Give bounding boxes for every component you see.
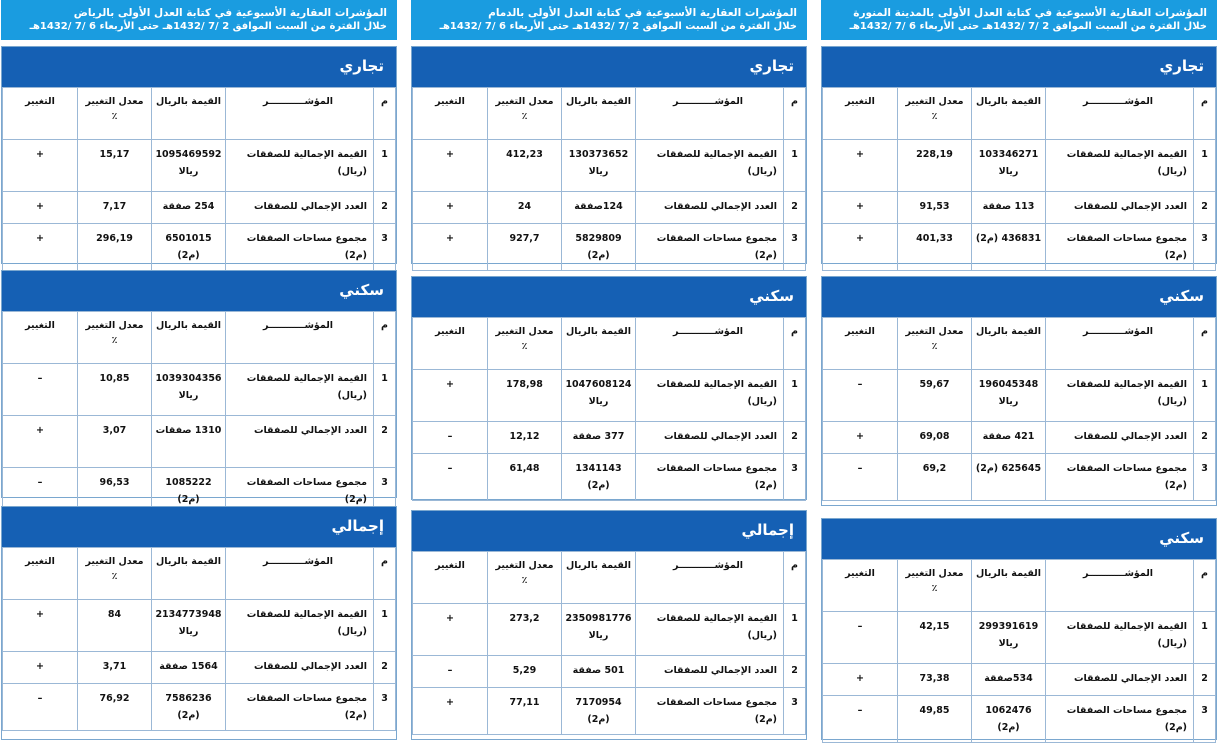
- rate-cell: 73,38: [898, 664, 972, 696]
- col-change: التغيير: [3, 88, 78, 140]
- col-rate: معدل التغيير ٪: [898, 318, 972, 370]
- rate-cell: 5,29: [488, 656, 562, 688]
- change-cell: –: [823, 454, 898, 501]
- row-number: 2: [374, 652, 396, 684]
- value-cell: 299391619 ريالا: [972, 612, 1046, 664]
- col-change: التغيير: [823, 560, 898, 612]
- riyadh-title: المؤشرات العقارية الأسبوعية في كتابة العدل الأولى بالرياض: [73, 7, 387, 19]
- change-cell: +: [3, 224, 78, 271]
- value-cell: 7170954 (م2): [562, 688, 636, 735]
- col-rate: معدل التغيير ٪: [898, 560, 972, 612]
- rate-cell: 12,12: [488, 422, 562, 454]
- value-cell: 1047608124 ريالا: [562, 370, 636, 422]
- col-m: م: [784, 552, 806, 604]
- value-cell: 130373652 ريالا: [562, 140, 636, 192]
- row-number: 1: [1194, 370, 1216, 422]
- change-cell: +: [413, 370, 488, 422]
- col-indicator: المؤشـــــــــــر: [1046, 560, 1194, 612]
- col-rate: معدل التغيير ٪: [78, 312, 152, 364]
- col-indicator: المؤشـــــــــــر: [226, 88, 374, 140]
- section-title: سكني: [822, 277, 1216, 317]
- value-cell: 377 صفقة: [562, 422, 636, 454]
- col-change: التغيير: [413, 552, 488, 604]
- rate-cell: 59,67: [898, 370, 972, 422]
- rate-cell: 7,17: [78, 192, 152, 224]
- col-change: التغيير: [3, 548, 78, 600]
- row-number: 3: [784, 688, 806, 735]
- col-rate: معدل التغيير ٪: [488, 88, 562, 140]
- indicator-table: [2, 311, 396, 515]
- row-number: 2: [784, 192, 806, 224]
- col-value: القيمة بالريال: [972, 318, 1046, 370]
- indicator-table: [2, 547, 396, 731]
- indicator-table: [412, 551, 806, 735]
- col-m: م: [374, 312, 396, 364]
- rate-cell: 228,19: [898, 140, 972, 192]
- value-cell: 113 صفقة: [972, 192, 1046, 224]
- row-number: 1: [374, 140, 396, 192]
- rate-cell: 3,71: [78, 652, 152, 684]
- change-cell: –: [3, 468, 78, 515]
- rate-cell: 69,08: [898, 422, 972, 454]
- indicator-label: العدد الإجمالي للصفقات: [226, 416, 374, 468]
- indicator-label: مجموع مساحات الصفقات (م2): [226, 468, 374, 515]
- dammam-period: خلال الفترة من السبت الموافق 2 /7 /1432هـ حتى الأربعاء 6 /7 /1432هـ: [439, 21, 797, 32]
- row-number: 3: [374, 684, 396, 731]
- indicator-label: القيمة الإجمالية للصفقات (ريال): [226, 600, 374, 652]
- indicator-label: مجموع مساحات الصفقات (م2): [636, 454, 784, 501]
- row-number: 1: [784, 604, 806, 656]
- col-value: القيمة بالريال: [152, 88, 226, 140]
- row-number: 2: [784, 656, 806, 688]
- change-cell: +: [413, 224, 488, 271]
- change-cell: +: [823, 224, 898, 271]
- section-title: سكني: [822, 519, 1216, 559]
- row-number: 1: [374, 600, 396, 652]
- indicator-label: القيمة الإجمالية للصفقات (ريال): [636, 140, 784, 192]
- indicator-label: القيمة الإجمالية للصفقات (ريال): [226, 140, 374, 192]
- change-cell: +: [3, 192, 78, 224]
- change-cell: –: [823, 696, 898, 743]
- indicator-label: العدد الإجمالي للصفقات: [226, 192, 374, 224]
- col-value: القيمة بالريال: [972, 560, 1046, 612]
- dammam-title: المؤشرات العقارية الأسبوعية في كتابة العدل الأولى بالدمام: [488, 7, 797, 19]
- value-cell: 1085222 (م2): [152, 468, 226, 515]
- madinah-residential-panel-2: [821, 518, 1217, 740]
- row-number: 1: [1194, 612, 1216, 664]
- col-value: القيمة بالريال: [152, 548, 226, 600]
- row-number: 3: [1194, 454, 1216, 501]
- indicator-table: [412, 317, 806, 501]
- value-cell: 103346271 ريالا: [972, 140, 1046, 192]
- col-rate: معدل التغيير ٪: [78, 548, 152, 600]
- rate-cell: 69,2: [898, 454, 972, 501]
- col-m: م: [784, 318, 806, 370]
- rate-cell: 401,33: [898, 224, 972, 271]
- col-m: م: [1194, 318, 1216, 370]
- value-cell: 7586236 (م2): [152, 684, 226, 731]
- indicator-label: القيمة الإجمالية للصفقات (ريال): [636, 370, 784, 422]
- indicator-table: [822, 559, 1216, 743]
- indicator-table: [412, 87, 806, 271]
- madinah-residential-panel: [821, 276, 1217, 506]
- dammam-header: [411, 0, 807, 40]
- row-number: 2: [374, 416, 396, 468]
- indicator-label: مجموع مساحات الصفقات (م2): [1046, 224, 1194, 271]
- section-title: إجمالي: [412, 511, 806, 551]
- value-cell: 124صفقة: [562, 192, 636, 224]
- change-cell: +: [823, 140, 898, 192]
- value-cell: 501 صفقة: [562, 656, 636, 688]
- indicator-label: القيمة الإجمالية للصفقات (ريال): [226, 364, 374, 416]
- col-change: التغيير: [413, 88, 488, 140]
- row-number: 1: [784, 370, 806, 422]
- rate-cell: 49,85: [898, 696, 972, 743]
- section-title: تجاري: [412, 47, 806, 87]
- section-title: سكني: [412, 277, 806, 317]
- indicator-label: العدد الإجمالي للصفقات: [1046, 422, 1194, 454]
- col-change: التغيير: [3, 312, 78, 364]
- riyadh-total-panel: [1, 506, 397, 740]
- value-cell: 1062476 (م2): [972, 696, 1046, 743]
- change-cell: +: [413, 604, 488, 656]
- col-rate: معدل التغيير ٪: [78, 88, 152, 140]
- col-m: م: [784, 88, 806, 140]
- indicator-table: [822, 317, 1216, 501]
- change-cell: +: [3, 416, 78, 468]
- value-cell: 254 صفقة: [152, 192, 226, 224]
- riyadh-period: خلال الفترة من السبت الموافق 2 /7 /1432هـ حتى الأربعاء 6 /7 /1432هـ: [29, 21, 387, 32]
- value-cell: 5829809 (م2): [562, 224, 636, 271]
- rate-cell: 76,92: [78, 684, 152, 731]
- indicator-label: مجموع مساحات الصفقات (م2): [636, 688, 784, 735]
- indicator-label: القيمة الإجمالية للصفقات (ريال): [1046, 612, 1194, 664]
- rate-cell: 96,53: [78, 468, 152, 515]
- change-cell: –: [413, 454, 488, 501]
- col-m: م: [374, 548, 396, 600]
- value-cell: 436831 (م2): [972, 224, 1046, 271]
- col-indicator: المؤشـــــــــــر: [636, 88, 784, 140]
- change-cell: +: [413, 688, 488, 735]
- section-title: سكني: [2, 271, 396, 311]
- row-number: 3: [374, 224, 396, 271]
- row-number: 3: [784, 454, 806, 501]
- col-indicator: المؤشـــــــــــر: [636, 318, 784, 370]
- change-cell: –: [3, 364, 78, 416]
- col-value: القيمة بالريال: [152, 312, 226, 364]
- row-number: 3: [374, 468, 396, 515]
- change-cell: +: [3, 140, 78, 192]
- madinah-header: [821, 0, 1217, 40]
- rate-cell: 178,98: [488, 370, 562, 422]
- indicator-label: مجموع مساحات الصفقات (م2): [226, 684, 374, 731]
- value-cell: 1039304356 ريالا: [152, 364, 226, 416]
- value-cell: 625645 (م2): [972, 454, 1046, 501]
- riyadh-residential-panel: [1, 270, 397, 505]
- change-cell: –: [3, 684, 78, 731]
- value-cell: 1564 صفقة: [152, 652, 226, 684]
- indicator-label: القيمة الإجمالية للصفقات (ريال): [1046, 140, 1194, 192]
- section-title: تجاري: [2, 47, 396, 87]
- value-cell: 6501015 (م2): [152, 224, 226, 271]
- dammam-total-panel: [411, 510, 807, 740]
- value-cell: 2350981776 ريالا: [562, 604, 636, 656]
- row-number: 2: [1194, 664, 1216, 696]
- row-number: 3: [1194, 696, 1216, 743]
- change-cell: –: [823, 612, 898, 664]
- rate-cell: 927,7: [488, 224, 562, 271]
- value-cell: 196045348 ريالا: [972, 370, 1046, 422]
- indicator-label: مجموع مساحات الصفقات (م2): [1046, 454, 1194, 501]
- col-value: القيمة بالريال: [972, 88, 1046, 140]
- col-m: م: [374, 88, 396, 140]
- col-m: م: [1194, 560, 1216, 612]
- col-indicator: المؤشـــــــــــر: [636, 552, 784, 604]
- change-cell: +: [823, 664, 898, 696]
- rate-cell: 84: [78, 600, 152, 652]
- col-change: التغيير: [823, 88, 898, 140]
- indicator-label: العدد الإجمالي للصفقات: [1046, 192, 1194, 224]
- col-indicator: المؤشـــــــــــر: [1046, 318, 1194, 370]
- change-cell: +: [413, 192, 488, 224]
- indicator-table: [2, 87, 396, 271]
- madinah-commercial-panel: [821, 46, 1217, 264]
- rate-cell: 77,11: [488, 688, 562, 735]
- dammam-commercial-panel: [411, 46, 807, 264]
- col-change: التغيير: [413, 318, 488, 370]
- value-cell: 534صفقة: [972, 664, 1046, 696]
- rate-cell: 24: [488, 192, 562, 224]
- col-value: القيمة بالريال: [562, 318, 636, 370]
- col-rate: معدل التغيير ٪: [488, 552, 562, 604]
- section-title: تجاري: [822, 47, 1216, 87]
- indicator-label: مجموع مساحات الصفقات (م2): [1046, 696, 1194, 743]
- indicator-label: العدد الإجمالي للصفقات: [636, 422, 784, 454]
- indicator-label: العدد الإجمالي للصفقات: [636, 656, 784, 688]
- change-cell: +: [3, 652, 78, 684]
- rate-cell: 296,19: [78, 224, 152, 271]
- row-number: 3: [1194, 224, 1216, 271]
- value-cell: 1341143 (م2): [562, 454, 636, 501]
- riyadh-header: [1, 0, 397, 40]
- row-number: 2: [1194, 422, 1216, 454]
- row-number: 3: [784, 224, 806, 271]
- col-value: القيمة بالريال: [562, 88, 636, 140]
- change-cell: –: [413, 422, 488, 454]
- indicator-label: العدد الإجمالي للصفقات: [636, 192, 784, 224]
- change-cell: +: [3, 600, 78, 652]
- value-cell: 421 صفقة: [972, 422, 1046, 454]
- row-number: 1: [1194, 140, 1216, 192]
- col-indicator: المؤشـــــــــــر: [1046, 88, 1194, 140]
- indicator-label: العدد الإجمالي للصفقات: [1046, 664, 1194, 696]
- col-value: القيمة بالريال: [562, 552, 636, 604]
- col-rate: معدل التغيير ٪: [488, 318, 562, 370]
- rate-cell: 10,85: [78, 364, 152, 416]
- change-cell: –: [413, 656, 488, 688]
- col-change: التغيير: [823, 318, 898, 370]
- indicator-label: القيمة الإجمالية للصفقات (ريال): [1046, 370, 1194, 422]
- section-title: إجمالي: [2, 507, 396, 547]
- row-number: 1: [784, 140, 806, 192]
- row-number: 2: [784, 422, 806, 454]
- madinah-period: خلال الفترة من السبت الموافق 2 /7 /1432هـ حتى الأربعاء 6 /7 /1432هـ: [849, 21, 1207, 32]
- value-cell: 2134773948 ريالا: [152, 600, 226, 652]
- riyadh-commercial-panel: [1, 46, 397, 264]
- col-indicator: المؤشـــــــــــر: [226, 312, 374, 364]
- value-cell: 1095469592 ريالا: [152, 140, 226, 192]
- row-number: 2: [1194, 192, 1216, 224]
- indicator-label: القيمة الإجمالية للصفقات (ريال): [636, 604, 784, 656]
- rate-cell: 15,17: [78, 140, 152, 192]
- row-number: 2: [374, 192, 396, 224]
- rate-cell: 42,15: [898, 612, 972, 664]
- rate-cell: 3,07: [78, 416, 152, 468]
- indicator-label: مجموع مساحات الصفقات (م2): [226, 224, 374, 271]
- col-rate: معدل التغيير ٪: [898, 88, 972, 140]
- col-indicator: المؤشـــــــــــر: [226, 548, 374, 600]
- dammam-residential-panel: [411, 276, 807, 500]
- rate-cell: 91,53: [898, 192, 972, 224]
- madinah-title: المؤشرات العقارية الأسبوعية في كتابة العدل الأولى بالمدينة المنورة: [853, 7, 1207, 19]
- indicator-table: [822, 87, 1216, 271]
- indicator-label: العدد الإجمالي للصفقات: [226, 652, 374, 684]
- col-m: م: [1194, 88, 1216, 140]
- rate-cell: 273,2: [488, 604, 562, 656]
- rate-cell: 412,23: [488, 140, 562, 192]
- row-number: 1: [374, 364, 396, 416]
- change-cell: –: [823, 370, 898, 422]
- change-cell: +: [413, 140, 488, 192]
- rate-cell: 61,48: [488, 454, 562, 501]
- change-cell: +: [823, 422, 898, 454]
- value-cell: 1310 صفقات: [152, 416, 226, 468]
- change-cell: +: [823, 192, 898, 224]
- indicator-label: مجموع مساحات الصفقات (م2): [636, 224, 784, 271]
